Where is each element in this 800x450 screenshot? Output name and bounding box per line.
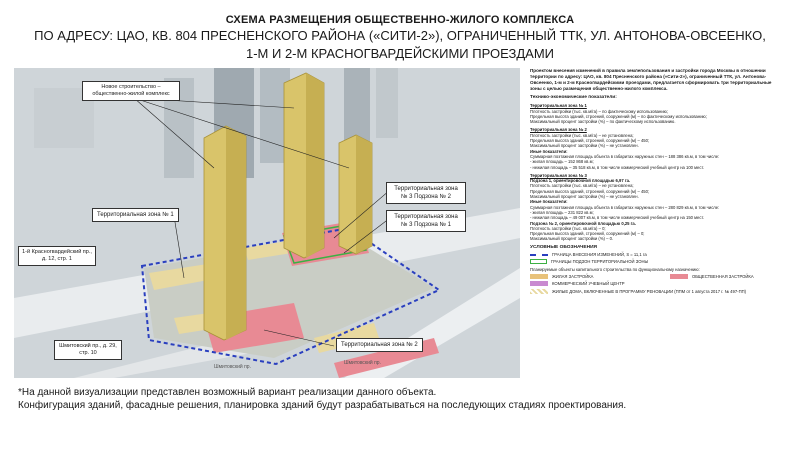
commercial-swatch: [530, 281, 548, 286]
zone-swatch: [530, 259, 547, 264]
zone3-line: Плотность застройки (тыс. кв.м/га) – 0;: [530, 225, 606, 231]
zone2-line: Суммарная поэтажная площадь объекта в габаритах наружных стен – 188 386 кв.м, в том числе:: [530, 153, 720, 159]
public-swatch: [670, 274, 688, 279]
zone3-line: - жилая площадь – 231 822 кв.м;: [530, 209, 594, 215]
zone2-other-heading: Иные показатели:: [530, 148, 568, 154]
background-tower: [376, 68, 398, 138]
info-panel: [530, 68, 780, 378]
legend-planned-heading: Планируемые объекты капитального строительства по функциональному назначению:: [530, 266, 700, 272]
zone3-line: Предельная высота зданий, строений, сооружений (м) – 0;: [530, 231, 645, 237]
legend-label: ГРАНИЦЫ ПОДЗОН ТЕРРИТОРИАЛЬНОЙ ЗОНЫ: [551, 259, 649, 265]
tower-3-side: [356, 135, 372, 254]
zone2-heading: Территориальная зона № 2: [530, 127, 587, 133]
legend-item: [530, 259, 780, 264]
zone3-line: Предельная высота зданий, строений, сооружений (м) – 450;: [530, 188, 650, 194]
zone3-line: Плотность застройки (тыс. кв.м/га) – не установлена;: [530, 183, 634, 189]
zone3-line: Максимальный процент застройки (%) – 0.: [530, 236, 614, 242]
legend-item: [530, 274, 670, 279]
zone3-line: Суммарная поэтажная площадь объекта в габаритах наружных стен – 280 829 кв.м, в том числе:: [530, 204, 720, 210]
new-construction-label: Новое строительство – общественно-жилой комплекс: [82, 81, 180, 101]
zone1-line: Предельная высота зданий, строений, сооружений (м) – по фактическому использованию;: [530, 113, 707, 119]
legend-label: ОБЩЕСТВЕННАЯ ЗАСТРОЙКА: [692, 273, 754, 279]
legend-label: КОММЕРЧЕСКИЙ УЧЕБНЫЙ ЦЕНТР: [552, 281, 625, 287]
footer: [18, 386, 788, 412]
zone3-subzone2-heading: Подзона № 2, ориентировочной площадью 0,25 га.: [530, 220, 636, 226]
legend-item: [530, 289, 780, 294]
zone2-line: Предельная высота зданий, строений, сооружений (м) – 450;: [530, 138, 650, 144]
address-line-1: ПО АДРЕСУ: ЦАО, КВ. 804 ПРЕСНЕНСКОГО РАЙОНА («СИТИ-2»), ОГРАНИЧЕННЫЙ ТТК, УЛ. АНТОНОВА-ОВСЕЕНКО,: [34, 28, 766, 43]
zone3-line: Максимальный процент застройки (%) – не установлен.: [530, 194, 639, 200]
tower-1-side: [226, 126, 246, 340]
zone2-line: Плотность застройки (тыс. кв.м/га) – не установлена;: [530, 132, 634, 138]
zone1-label: Территориальная зона № 1: [92, 208, 179, 222]
address-label-1: 1-й Красногвардейский пр., д. 12, стр. 1: [18, 246, 96, 266]
footer-line-2: Конфигурация зданий, фасадные решения, планировка зданий будут разрабатываться на последующих стадиях проектирования.: [18, 400, 627, 411]
legend-item: [530, 281, 780, 286]
legend-item: [530, 252, 780, 257]
tep-title: Технико-экономические показатели:: [530, 95, 617, 100]
address-label-2: Шмитовский пр., д. 29, стр. 10: [54, 340, 122, 360]
legend-title: УСЛОВНЫЕ ОБОЗНАЧЕНИЯ: [530, 244, 597, 250]
zone2-line: - жилая площадь – 152 868 кв.м;: [530, 159, 594, 165]
street-label: Шмитовский пр.: [344, 360, 381, 366]
legend-label: ЖИЛАЯ ЗАСТРОЙКА: [552, 273, 594, 279]
footer-line-1: *На данной визуализации представлен возможный вариант реализации данного объекта.: [18, 387, 437, 398]
legend-item: [670, 274, 754, 279]
zone3-subzone2-label: Территориальная зона № 3 Подзона № 2: [386, 182, 466, 204]
zone3-line: - нежилая площадь – 49 007 кв.м, в том числе коммерческий учебный центр на 150 мест.: [530, 215, 705, 221]
tower-2-side: [306, 73, 324, 258]
address-line-2: 1-М И 2-М КРАСНОГВАРДЕЙСКИМИ ПРОЕЗДАМИ: [246, 46, 554, 61]
zone2-line: - нежилая площадь – 35 518 кв.м, в том числе коммерческий учебный центр на 100 мест.: [530, 164, 705, 170]
zone1-line: Плотность застройки (тыс. кв.м/га) – по фактическому использованию;: [530, 108, 668, 114]
zone3-other-heading: Иные показатели:: [530, 199, 568, 205]
residential-swatch: [530, 274, 548, 279]
zone3-subzone1-label: Территориальная зона № 3 Подзона № 1: [386, 210, 466, 232]
header: [20, 14, 780, 62]
page-title: СХЕМА РАЗМЕЩЕНИЯ ОБЩЕСТВЕННО-ЖИЛОГО КОМПЛЕКСА: [225, 14, 575, 26]
renovation-swatch: [530, 289, 548, 294]
legend-label: ГРАНИЦА ВНЕСЕНИЯ ИЗМЕНЕНИЙ, S = 11,1 га: [552, 252, 647, 258]
intro-text: Проектом внесения изменений в правила землепользования и застройки города Москвы в отношении территории по адресу: ЦАО, кв. 804 Пресненского района («Сити-2»), ограниченный ТТК, ул. Антонова-Овсеенко, 1-м и 2-м Красногвардейскими проездами, предлагается сформировать три территориальные зоны с целью размещения общественно-жилого комплекса.: [530, 68, 772, 91]
legend-label: ЖИЛЫЕ ДОМА, ВКЛЮЧЕННЫЕ В ПРОГРАММУ РЕНОВАЦИИ (ППМ от 1 августа 2017 г. № 497-ПП): [552, 288, 746, 294]
zone1-line: Максимальный процент застройки (%) – по фактическому использованию.: [530, 119, 676, 125]
street-label: Шмитовский пр.: [214, 364, 251, 370]
zone2-line: Максимальный процент застройки (%) – не установлен.: [530, 143, 639, 149]
zone2-label: Территориальная зона № 2: [336, 338, 423, 352]
zone3-subzone1-heading: Подзона 1, ориентировочной площадью 6,97 га.: [530, 178, 631, 184]
site-map: [14, 68, 520, 378]
boundary-swatch: [530, 254, 548, 256]
zone3-heading: Территориальная зона № 3: [530, 172, 587, 178]
zone1-heading: Территориальная зона № 1: [530, 103, 587, 109]
